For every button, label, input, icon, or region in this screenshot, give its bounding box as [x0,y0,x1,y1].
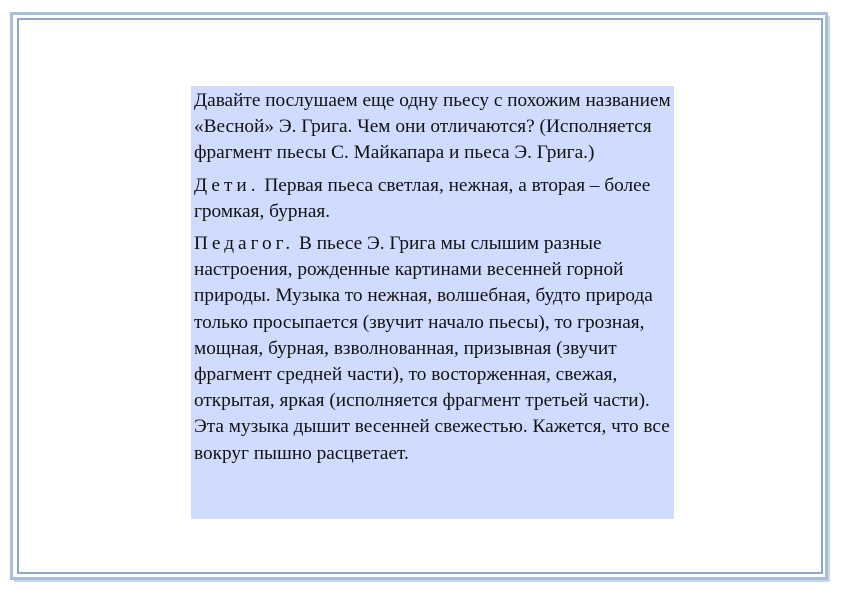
paragraph-intro-text: Давайте послушаем еще одну пьесу с похожим названием «Весной» Э. Грига. Чем они отличаются? (Исполняется фрагмент пьесы С. Майкапара и пьеса Э. Грига.) [194,90,671,164]
paragraph-intro [194,88,674,167]
text-box [191,86,674,519]
speaker-children: Дети. [194,174,260,196]
paragraph-children [194,173,674,225]
paragraph-children-text: Первая пьеса светлая, нежная, а вторая – более громкая, бурная. [194,174,651,222]
speaker-teacher: Педагог. [194,233,295,255]
paragraph-teacher-text: В пьесе Э. Грига мы слышим разные настроения, рожденные картинами весенней горной природы. Музыка то нежная, волшебная, будто природа только просыпается (звучит начало пьесы), то грозная, мощная, бурная, взволнованная, призывная (звучит фрагмент средней части), то восторженная, свежая, открытая, яркая (исполняется фрагмент третьей части). Эта музыка дышит весенней свежестью. Кажется, что все вокруг пышно расцветает. [194,233,670,464]
paragraph-teacher [194,231,674,467]
